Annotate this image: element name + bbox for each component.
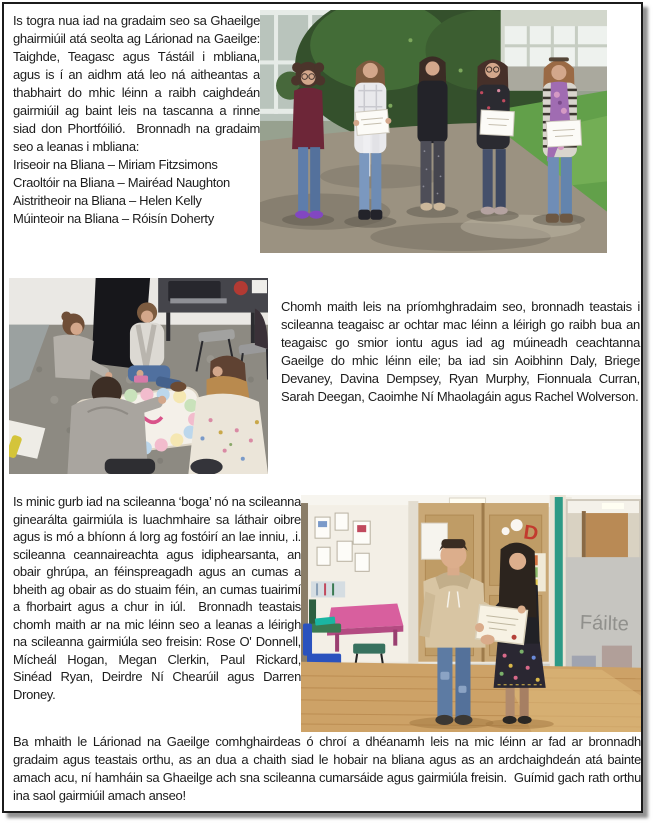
soft-skills-text-block	[13, 493, 301, 703]
photo1-illustration	[260, 10, 607, 253]
photo-certificate-presentation	[301, 495, 641, 732]
intro-text-block	[13, 12, 260, 228]
certificate	[480, 110, 514, 136]
photo3-illustration	[301, 495, 641, 732]
closing-text-block	[13, 733, 641, 805]
certificate	[355, 109, 389, 135]
photo-award-winners-outdoors	[260, 10, 607, 253]
failte-glass-text: Fáilte	[579, 611, 630, 636]
soft-skills-paragraph: Is minic gurb iad na scileanna ‘boga’ nó na scileanna ginearálta gairmiúla is luachmhaire sa láthair oibre agus is mó a bhíonn á lorg ag fostóirí an lae inniu, .i. scileanna ceannaireachta agus idiphearsanta, an obair ghrúpa, an féinspreagadh agus an cumas a bheith ag obair as do stuaim féin, an cumas tuairimí a fhorbairt agus a chur in iúl. Bronnadh teastais chomh maith ar na mic léinn seo a leanas a léirigh na scileanna gairmiúla seo freisin: Rose O' Donnell, Mícheál Hogan, Megan Clerkin, Paul Rickard, Sinéad Ryan, Deirdre Ní Chearúil agus Darren Droney.	[13, 494, 301, 702]
wall-letter: D	[522, 521, 540, 546]
award-line-broadcaster: Craoltóir na Bliana – Mairéad Naughton	[13, 175, 230, 190]
photo-cake-classroom	[9, 278, 268, 474]
certificate	[546, 120, 581, 147]
photo2-illustration	[9, 278, 268, 474]
award-line-translator: Aistritheoir na Bliana – Helen Kelly	[13, 193, 202, 208]
paper-rack	[311, 581, 345, 597]
teaching-paragraph: Chomh maith leis na príomhghradaim seo, bronnadh teastais i scileanna teagaisc ar ochtar mac léinn a léirigh go raibh bua an teagaisc go smior iontu agus iad ag múineadh ceachtanna Gaeilge do mhic léinn eile; ba iad sin Aoibhinn Daly, Briege Devaney, Davina Dempsey, Ryan Murphy, Fionnuala Curran, Sarah Deegan, Caoimhe Ní Mhaolagáin agus Rachel Wolverson.	[281, 299, 640, 404]
teal-door-frame	[555, 497, 563, 696]
award-line-teacher: Múinteoir na Bliana – Róisín Doherty	[13, 211, 214, 226]
teaching-certificates-text-block	[281, 298, 640, 406]
intro-paragraph: Is togra nua iad na gradaim seo sa Ghaeilge ghairmiúil atá seolta ag Lárionad na Gaeilge: Taighde, Teagasc agus Tástáil i mbliana, agus is í an aidhm atá leo ná aitheantas a thabhairt do mhic léinn a raibh caighdeán gairmiúil ag baint leis na tascanna a rinne siad don Phortfóilió. Bronnadh na gradaim seo a leanas i mbliana:	[13, 13, 260, 154]
document-page	[2, 2, 643, 813]
closing-paragraph: Ba mhaith le Lárionad na Gaeilge comhghairdeas ó chroí a dhéanamh leis na mic léinn ar fad ar bronnadh gradaim agus teastais orthu, as an dua a chaith siad le hobair na bliana agus as an ardchaighdeán atá bainte amach acu, ní hamháin sa Ghaeilge ach sna scileanna cumarsáide agus gairmiúla freisin. Guímid gach rath orthu ina saol gairmiúil amach anseo!	[13, 734, 641, 803]
award-line-journalist: Iriseoir na Bliana – Miriam Fitzsimons	[13, 157, 218, 172]
